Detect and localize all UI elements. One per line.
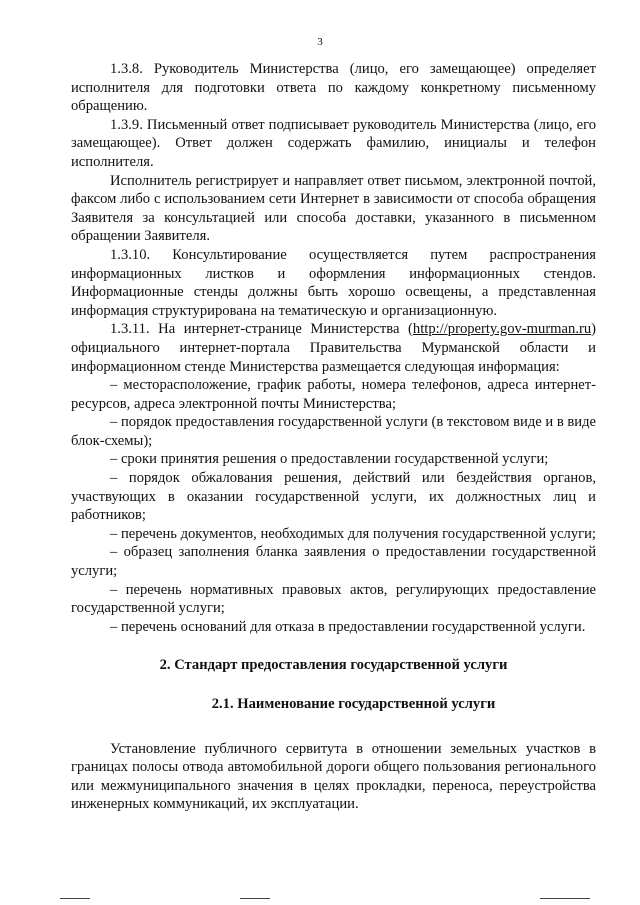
list-item-documents: – перечень документов, необходимых для получения государственной услуги; [110,525,596,542]
ministry-website-link[interactable]: http://property.gov-murman.ru [412,321,592,338]
paragraph-executor: Исполнитель регистрирует и направляет ответ письмом, электронной почтой, факсом либо с использованием сети Интернет в зависимости от способа обращения Заявителя за консультацией или способа доставки, указанного в письменном обращении Заявителя. [71,172,596,245]
footer-divider-center [240,898,270,899]
paragraph-1-3-11 [71,320,596,376]
paragraph-1-3-11-lead: 1.3.11. На интернет-странице Министерства ( [110,321,413,338]
page-number: 3 [317,36,323,48]
list-item-form-sample: – образец заполнения бланка заявления о предоставлении государственной услуги; [71,544,596,580]
list-item-refusal-grounds: – перечень оснований для отказа в предоставлении государственной услуги. [110,618,586,635]
paragraph-1-3-11-tail: ) официального интернет-портала Правительства Мурманской области и информационном стенде Министерства размещается следующая информация: [71,321,596,375]
document-body [71,60,596,814]
list-item-deadlines: – сроки принятия решения о предоставлении государственной услуги; [110,451,549,468]
list-item-procedure: – порядок предоставления государственной услуги (в текстовом виде и в виде блок-схемы); [71,414,596,449]
list-item-location: – месторасположение, график работы, номера телефонов, адреса интернет-ресурсов, адреса электронной почты Министерства; [71,377,596,412]
section-2-title: 2. Стандарт предоставления государственной услуги [159,657,508,674]
paragraph-1-3-9: 1.3.9. Письменный ответ подписывает руководитель Министерства (лицо, его замещающее). Ответ должен содержать фамилию, инициалы и телефон исполнителя. [71,116,596,170]
paragraph-1-3-10: 1.3.10. Консультирование осуществляется путем распространения информационных листков и оформления информационных стендов. Информационные стенды должны быть хорошо освещены, а представленная информация структурирована на тематическую и организационную. [71,246,596,319]
list-item-legal-acts: – перечень нормативных правовых актов, регулирующих предоставление государственной услуги; [71,581,596,617]
list-item-appeal: – порядок обжалования решения, действий или бездействия органов, участвующих в оказании государственной услуги, их должностных лиц и работников; [71,470,596,524]
section-2-1-title: 2.1. Наименование государственной услуги [211,696,496,712]
footer-divider-right [540,898,590,899]
paragraph-1-3-8: 1.3.8. Руководитель Министерства (лицо, его замещающее) определяет исполнителя для подготовки ответа по каждому конкретному письменному обращению. [71,61,596,115]
service-name-text: Установление публичного сервитута в отношении земельных участков в границах полосы отвода автомобильной дороги общего пользования регионального или межмуниципального значения в целях прокладки, переноса, переустройства инженерных коммуникаций, их эксплуатации. [71,740,596,813]
footer-divider-left [60,898,90,899]
